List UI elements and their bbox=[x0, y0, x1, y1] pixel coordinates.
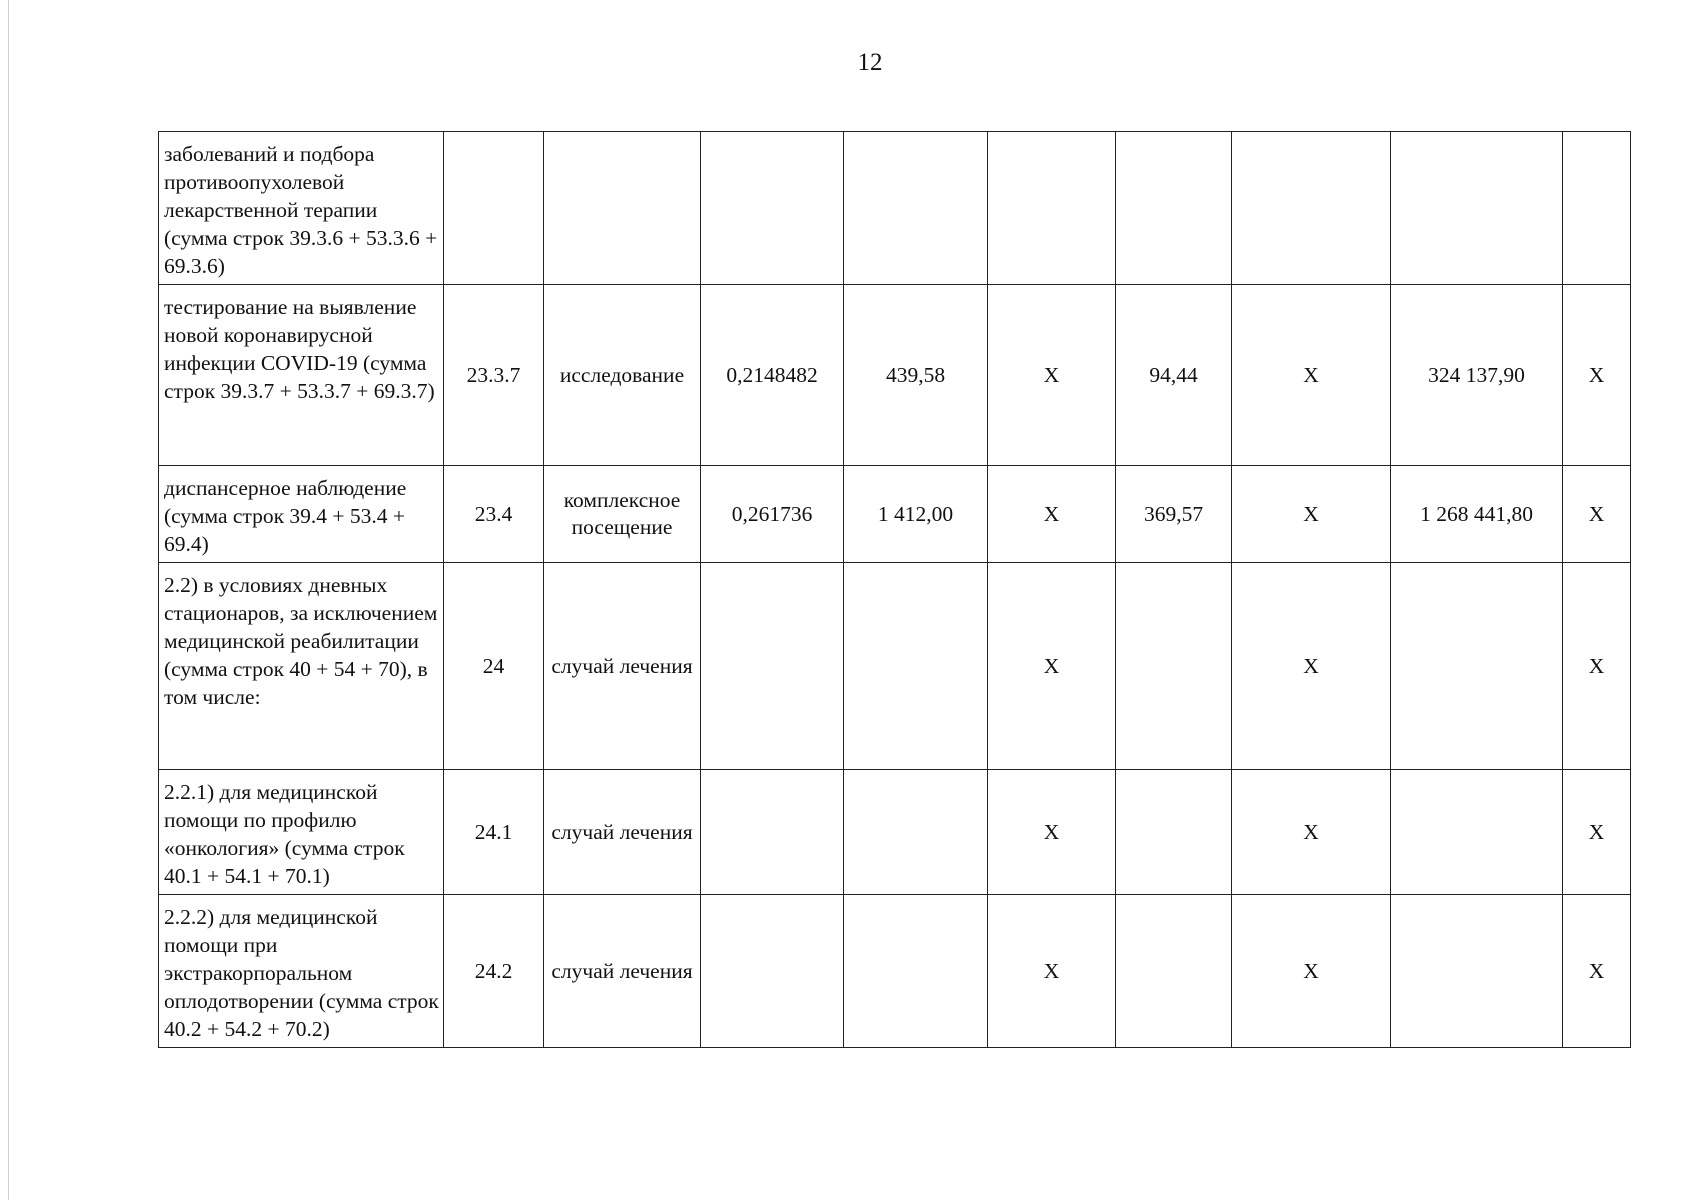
row-cost: 439,58 bbox=[844, 285, 988, 466]
row-x-mark: X bbox=[1563, 466, 1631, 563]
row-sum bbox=[1391, 895, 1563, 1048]
table-row bbox=[159, 563, 1631, 770]
table-row bbox=[159, 132, 1631, 285]
row-norm bbox=[701, 895, 844, 1048]
row-unit: случай лечения bbox=[544, 563, 701, 770]
row-norm: 0,261736 bbox=[701, 466, 844, 563]
row-x-mark: X bbox=[1563, 895, 1631, 1048]
row-x-mark: X bbox=[988, 466, 1116, 563]
row-cost bbox=[844, 895, 988, 1048]
row-cost bbox=[844, 770, 988, 895]
row-unit: комплексное посещение bbox=[544, 466, 701, 563]
row-code: 24.1 bbox=[444, 770, 544, 895]
row-x-mark: X bbox=[1232, 895, 1391, 1048]
row-unit: случай лечения bbox=[544, 895, 701, 1048]
table-row bbox=[159, 285, 1631, 466]
row-code: 24 bbox=[444, 563, 544, 770]
scan-edge-line bbox=[8, 0, 9, 1200]
row-code: 23.3.7 bbox=[444, 285, 544, 466]
row-code: 23.4 bbox=[444, 466, 544, 563]
row-norm: 0,2148482 bbox=[701, 285, 844, 466]
row-name: 2.2.2) для медицинской помощи при экстракорпоральном оплодотворении (сумма строк 40.2 + 54.2 + 70.2) bbox=[159, 895, 444, 1048]
row-per-capita bbox=[1116, 563, 1232, 770]
row-sum bbox=[1391, 770, 1563, 895]
row-x-mark: X bbox=[988, 770, 1116, 895]
row-x-mark: X bbox=[1563, 770, 1631, 895]
table-row bbox=[159, 466, 1631, 563]
row-per-capita bbox=[1116, 895, 1232, 1048]
row-unit: случай лечения bbox=[544, 770, 701, 895]
row-x-mark: X bbox=[1232, 466, 1391, 563]
page-number: 12 bbox=[857, 49, 883, 76]
row-x-mark bbox=[988, 132, 1116, 285]
table-row bbox=[159, 770, 1631, 895]
row-x-mark: X bbox=[1232, 285, 1391, 466]
row-x-mark: X bbox=[988, 285, 1116, 466]
row-x-mark bbox=[1563, 132, 1631, 285]
row-sum bbox=[1391, 563, 1563, 770]
row-x-mark: X bbox=[1232, 563, 1391, 770]
row-x-mark: X bbox=[988, 895, 1116, 1048]
row-x-mark: X bbox=[988, 563, 1116, 770]
row-sum: 1 268 441,80 bbox=[1391, 466, 1563, 563]
row-sum: 324 137,90 bbox=[1391, 285, 1563, 466]
row-name: 2.2) в условиях дневных стационаров, за исключением медицинской реабилитации (сумма строк 40 + 54 + 70), в том числе: bbox=[159, 563, 444, 770]
row-norm bbox=[701, 770, 844, 895]
row-name: тестирование на выявление новой коронавирусной инфекции COVID-19 (сумма строк 39.3.7 + 53.3.7 + 69.3.7) bbox=[159, 285, 444, 466]
row-norm bbox=[701, 563, 844, 770]
row-x-mark: X bbox=[1563, 285, 1631, 466]
row-code bbox=[444, 132, 544, 285]
row-unit bbox=[544, 132, 701, 285]
row-unit: исследование bbox=[544, 285, 701, 466]
row-norm bbox=[701, 132, 844, 285]
row-cost bbox=[844, 563, 988, 770]
row-code: 24.2 bbox=[444, 895, 544, 1048]
row-name: 2.2.1) для медицинской помощи по профилю «онкология» (сумма строк 40.1 + 54.1 + 70.1) bbox=[159, 770, 444, 895]
row-name: диспансерное наблюдение (сумма строк 39.4 + 53.4 + 69.4) bbox=[159, 466, 444, 563]
row-per-capita bbox=[1116, 132, 1232, 285]
row-cost bbox=[844, 132, 988, 285]
row-sum bbox=[1391, 132, 1563, 285]
row-per-capita: 369,57 bbox=[1116, 466, 1232, 563]
row-per-capita: 94,44 bbox=[1116, 285, 1232, 466]
table-row bbox=[159, 895, 1631, 1048]
row-x-mark: X bbox=[1563, 563, 1631, 770]
row-name: заболеваний и подбора противоопухолевой лекарственной терапии (сумма строк 39.3.6 + 53.3.6 + 69.3.6) bbox=[159, 132, 444, 285]
row-x-mark: X bbox=[1232, 770, 1391, 895]
row-x-mark bbox=[1232, 132, 1391, 285]
row-cost: 1 412,00 bbox=[844, 466, 988, 563]
row-per-capita bbox=[1116, 770, 1232, 895]
data-table bbox=[158, 131, 1631, 1048]
